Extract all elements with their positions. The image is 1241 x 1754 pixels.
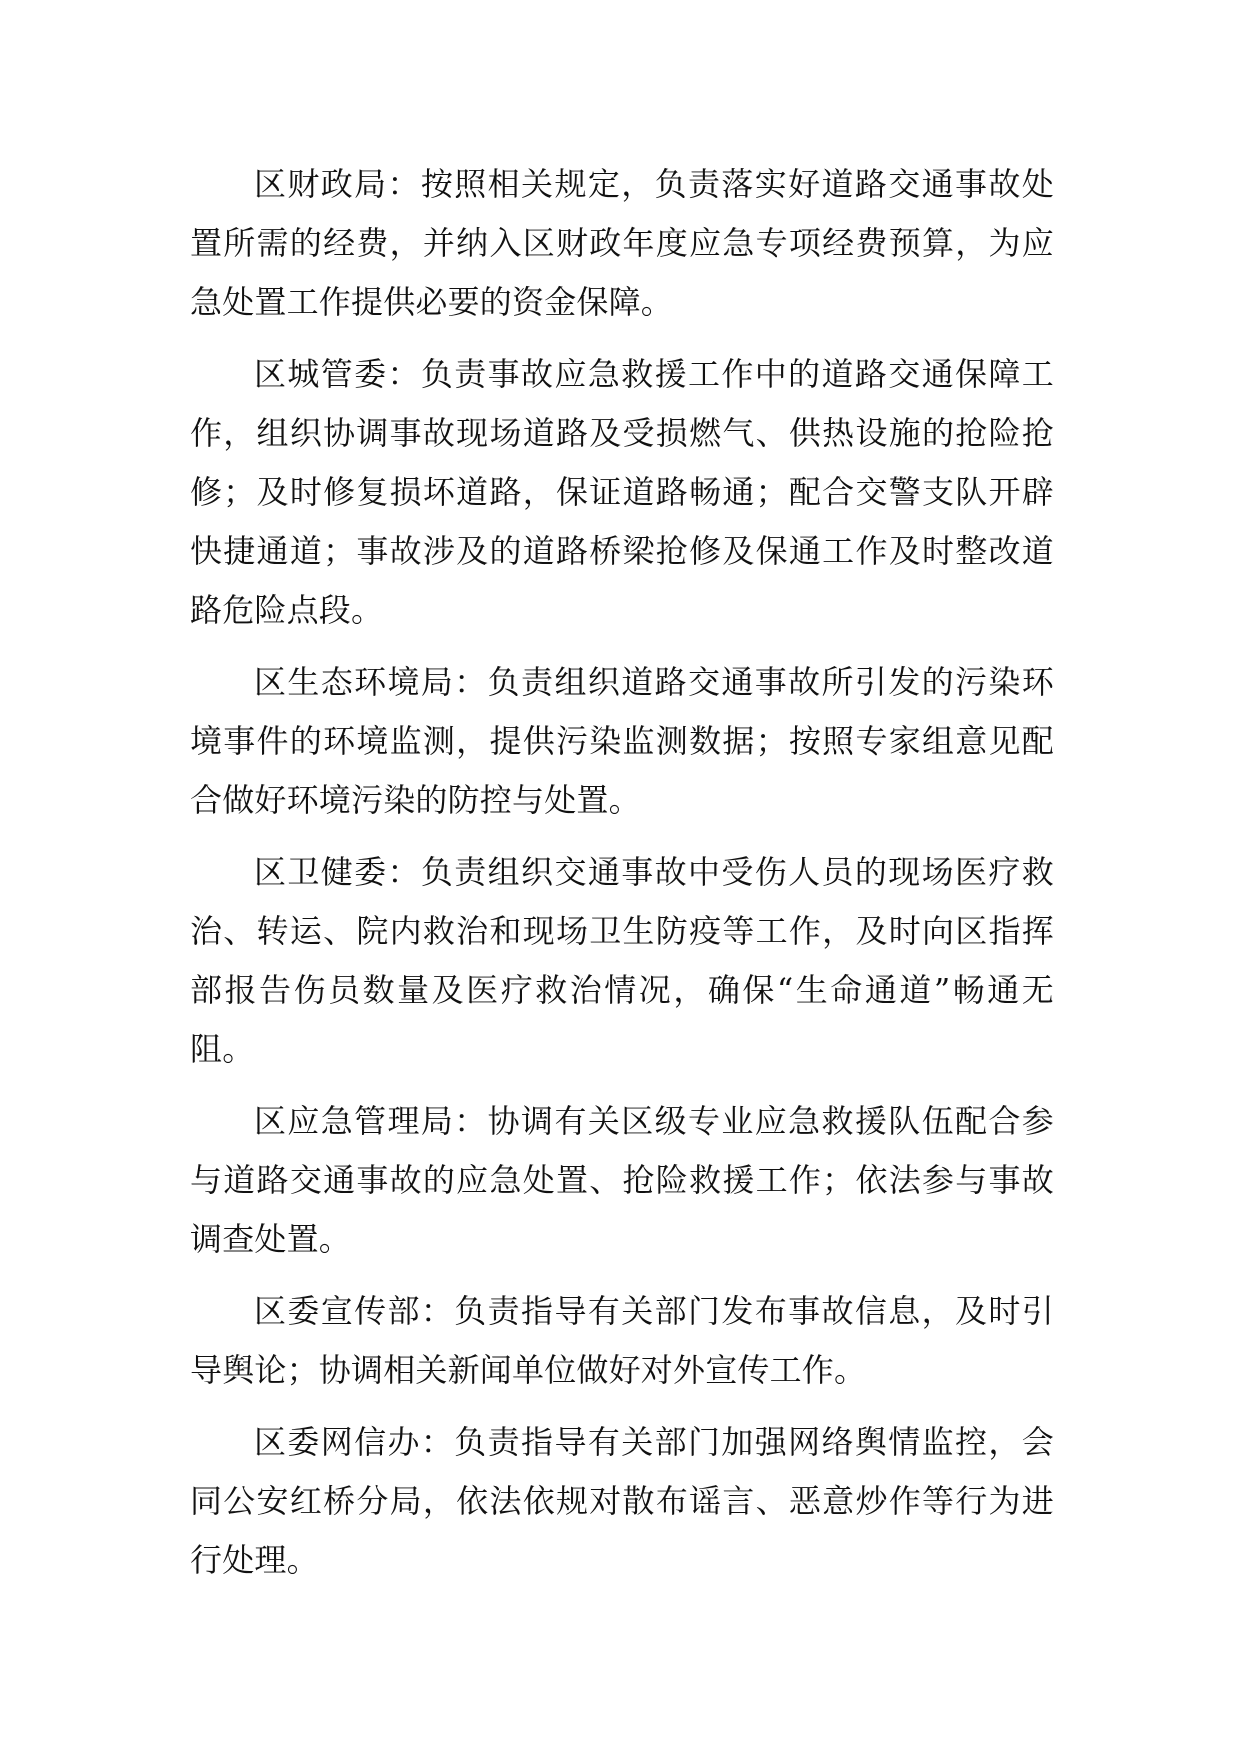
- paragraph-finance-bureau: 区财政局：按照相关规定，负责落实好道路交通事故处置所需的经费，并纳入区财政年度应急专项经费预算，为应急处置工作提供必要的资金保障。: [190, 165, 1054, 321]
- paragraph-ecology-environment: 区生态环境局：负责组织道路交通事故所引发的污染环境事件的环境监测，提供污染监测数据；按照专家组意见配合做好环境污染的防控与处置。: [190, 663, 1054, 819]
- paragraph-publicity-department: 区委宣传部：负责指导有关部门发布事故信息，及时引导舆论；协调相关新闻单位做好对外宣传工作。: [190, 1292, 1054, 1389]
- paragraph-cyberspace-office: 区委网信办：负责指导有关部门加强网络舆情监控，会同公安红桥分局，依法依规对散布谣言、恶意炒作等行为进行处理。: [190, 1423, 1054, 1579]
- paragraph-health-commission: 区卫健委：负责组织交通事故中受伤人员的现场医疗救治、转运、院内救治和现场卫生防疫等工作，及时向区指挥部报告伤员数量及医疗救治情况，确保“生命通道”畅通无阻。: [190, 853, 1054, 1068]
- document-body: [190, 155, 1054, 1603]
- paragraph-urban-management: 区城管委：负责事故应急救援工作中的道路交通保障工作，组织协调事故现场道路及受损燃气、供热设施的抢险抢修；及时修复损坏道路，保证道路畅通；配合交警支队开辟快捷通道；事故涉及的道路桥梁抢修及保通工作及时整改道路危险点段。: [190, 355, 1054, 629]
- paragraph-emergency-management: 区应急管理局：协调有关区级专业应急救援队伍配合参与道路交通事故的应急处置、抢险救援工作；依法参与事故调查处置。: [190, 1102, 1054, 1258]
